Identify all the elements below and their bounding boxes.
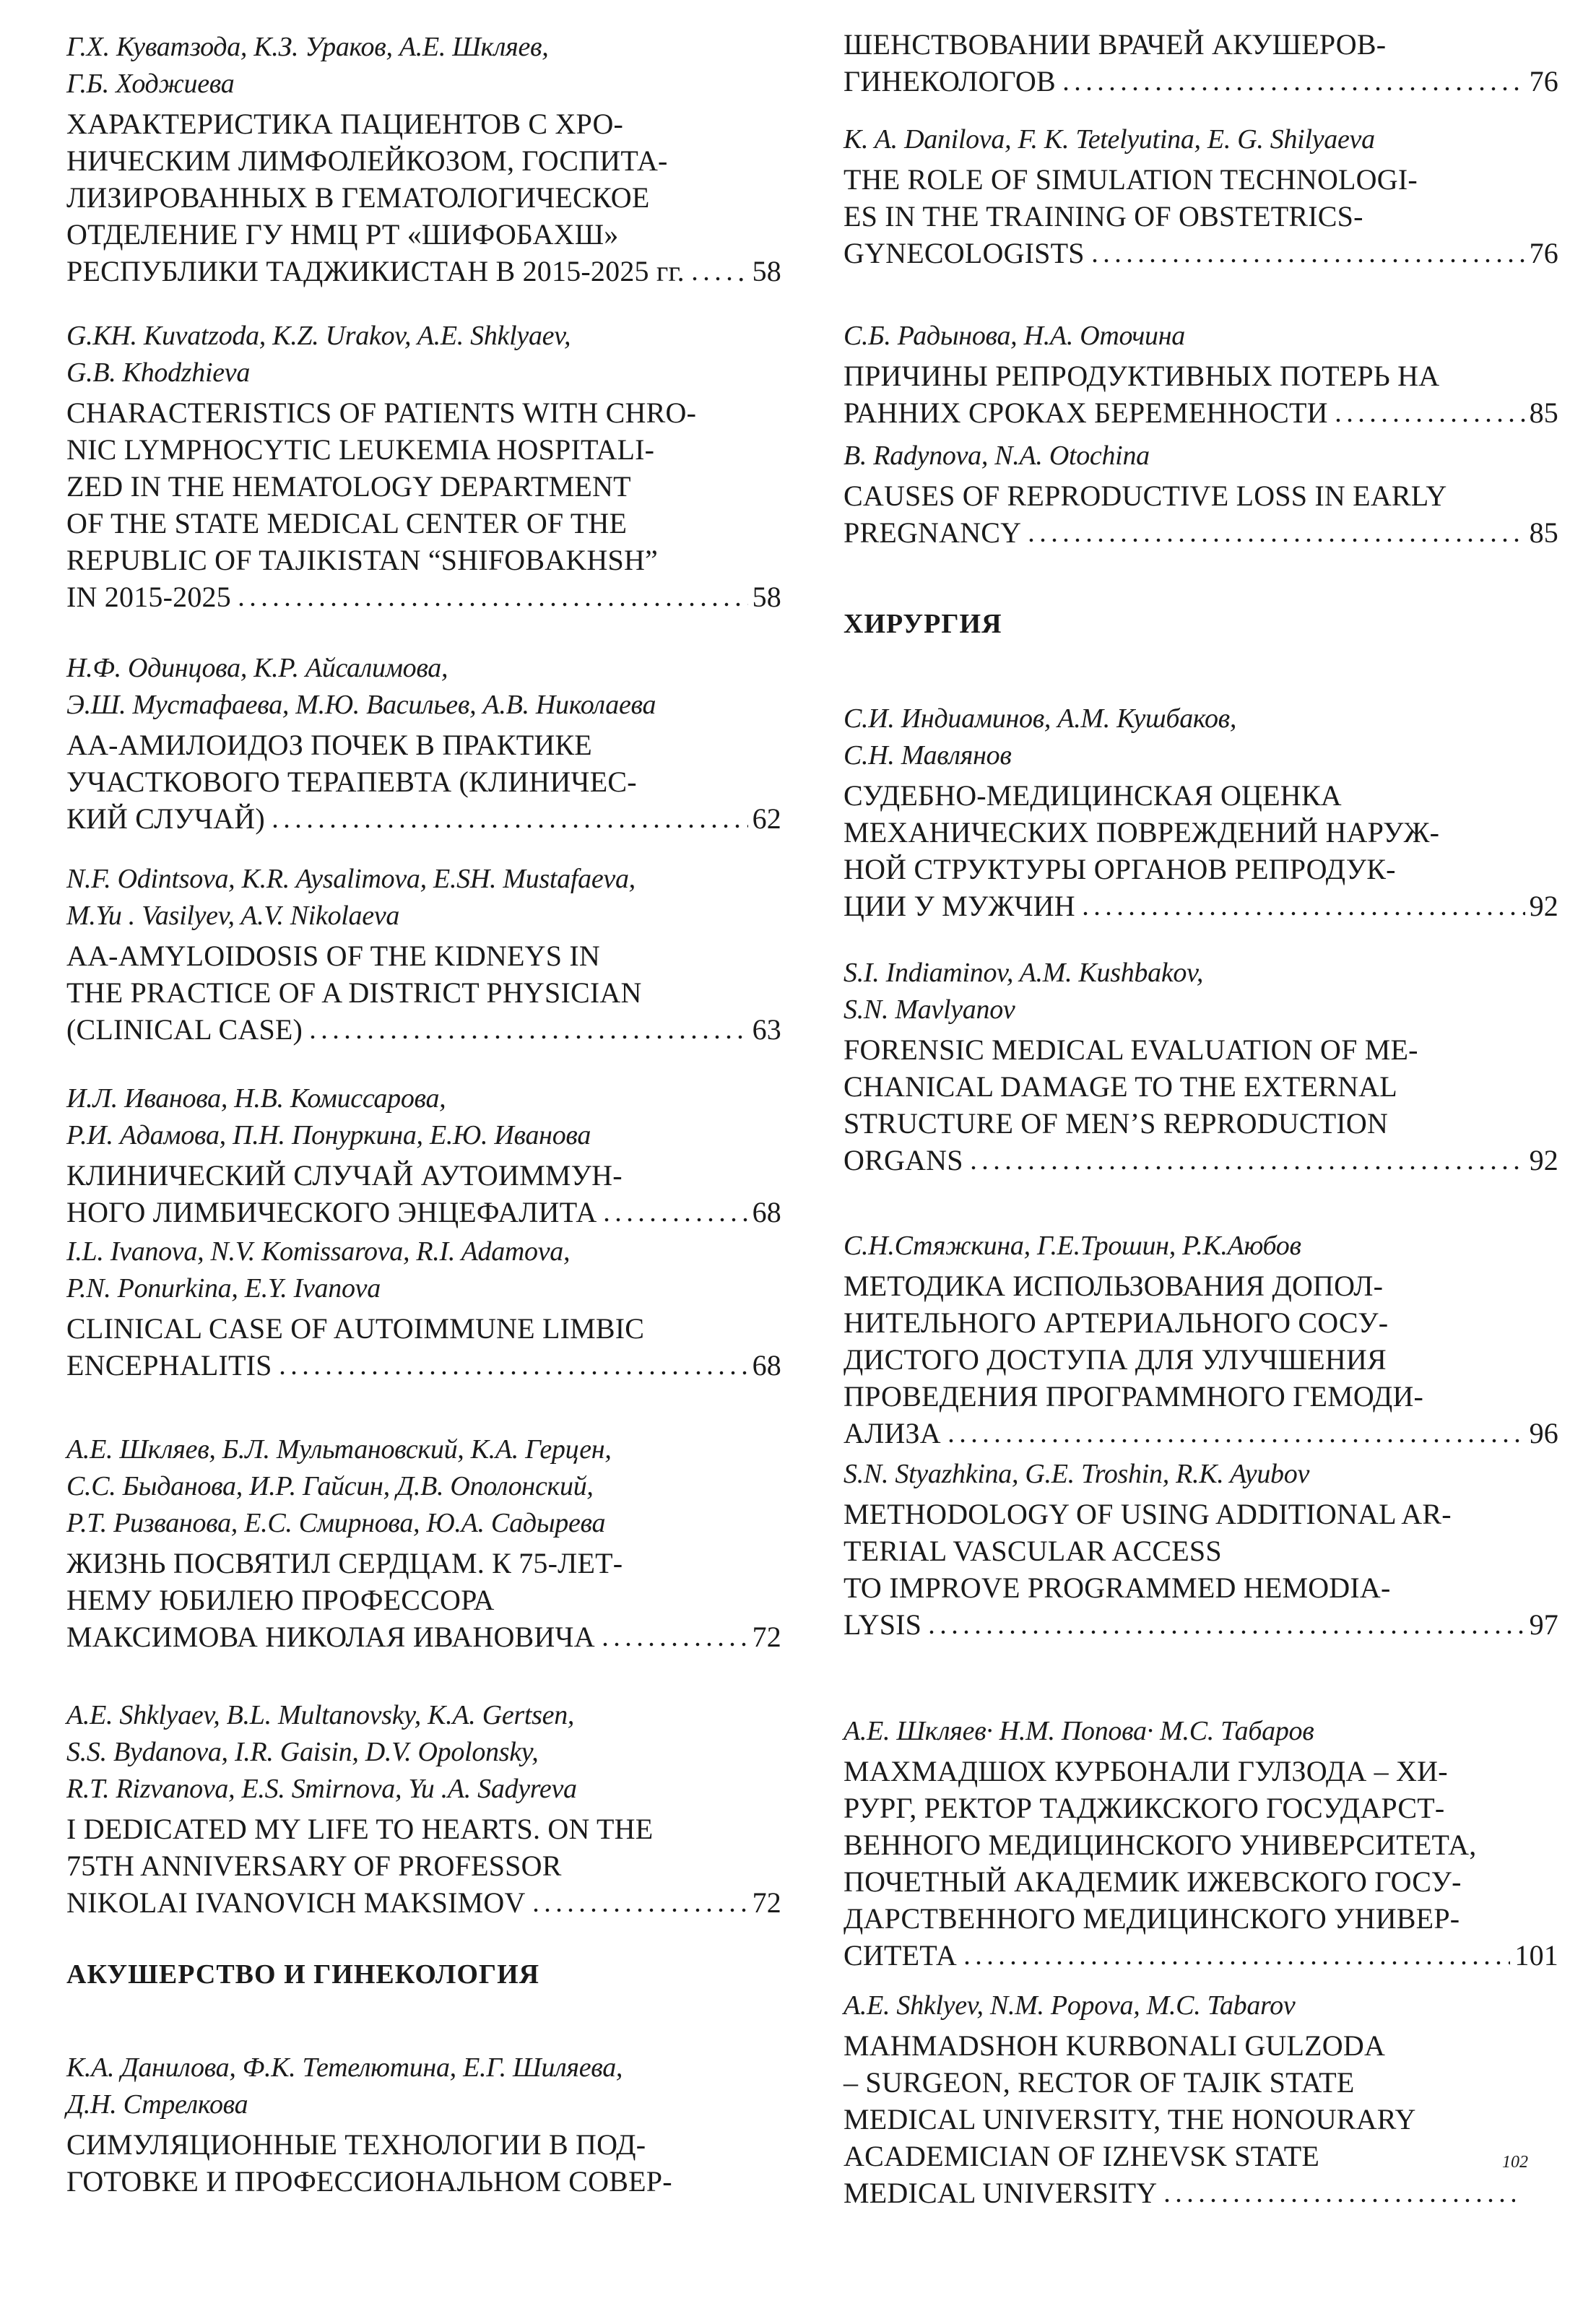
title-line-with-page: [843, 1937, 1558, 1974]
author-line: Э.Ш. Мустафаева, М.Ю. Васильев, А.В. Николаева: [66, 690, 656, 720]
entry-authors: [843, 1456, 1558, 1493]
title-line: TO IMPROVE PROGRAMMED HEMODIA-: [843, 1571, 1391, 1604]
title-line: AA-AMYLOIDOSIS OF THE KIDNEYS IN: [66, 940, 600, 972]
entry-authors: [66, 861, 781, 935]
title-text: МАКСИМОВА НИКОЛАЯ ИВАНОВИЧА: [66, 1621, 595, 1653]
entry-authors: [843, 1228, 1558, 1265]
page-ref: 76: [1529, 237, 1558, 269]
title-line: ПРОВЕДЕНИЯ ПРОГРАММНОГО ГЕМОДИ-: [843, 1380, 1424, 1413]
page-ref: 76: [1529, 65, 1558, 97]
title-line: THE ROLE OF SIMULATION TECHNOLOGI-: [843, 163, 1418, 196]
entry-authors: [66, 29, 781, 103]
entry-title: [843, 477, 1558, 551]
title-line: ЖИЗНЬ ПОСВЯТИЛ СЕРДЦАМ. К 75-ЛЕТ-: [66, 1547, 623, 1579]
title-line: МЕХАНИЧЕСКИХ ПОВРЕЖДЕНИЙ НАРУЖ-: [843, 816, 1440, 849]
title-text: GYNECOLOGISTS: [843, 237, 1085, 269]
entry-title: [66, 105, 781, 290]
page-ref: 92: [1529, 890, 1558, 922]
title-text: NIKOLAI IVANOVICH MAKSIMOV: [66, 1886, 526, 1919]
title-line: НОЙ СТРУКТУРЫ ОРГАНОВ РЕПРОДУК-: [843, 853, 1396, 885]
dot-leader: [926, 1630, 1525, 1634]
title-line: OF THE STATE MEDICAL CENTER OF THE: [66, 507, 628, 539]
entry-title: [843, 26, 1558, 100]
author-line: Н.Ф. Одинцова, К.Р. Айсалимова,: [66, 653, 448, 683]
entry-title: [66, 2126, 781, 2200]
entry-title: [843, 357, 1558, 431]
dot-leader: [1332, 418, 1525, 422]
title-line-with-page: [843, 514, 1558, 551]
author-line: S.N. Mavlyanov: [843, 994, 1015, 1025]
author-line: N.F. Odintsova, K.R. Aysalimova, E.SH. Mustafaeva,: [66, 864, 636, 894]
title-text: КИЙ СЛУЧАЙ): [66, 802, 265, 835]
author-line: А.Е. Шкляев· Н.М. Попова· М.С. Табаров: [843, 1716, 1314, 1746]
author-line: R.T. Rizvanova, E.S. Smirnova, Yu .A. Sadyreva: [66, 1774, 577, 1804]
author-line: A.E. Shklyev, N.M. Popova, M.C. Tabarov: [843, 1990, 1296, 2021]
entry-authors: [843, 438, 1558, 474]
author-line: S.I. Indiaminov, A.M. Kushbakov,: [843, 958, 1204, 988]
dot-leader: [601, 1218, 747, 1222]
entry-authors: [66, 650, 781, 724]
page-ref: 62: [752, 802, 781, 835]
toc-entry: [66, 1080, 781, 1231]
title-line: СУДЕБНО-МЕДИЦИНСКАЯ ОЦЕНКА: [843, 779, 1342, 812]
page-ref: 68: [752, 1196, 781, 1228]
dot-leader: [961, 1961, 1510, 1965]
dot-leader: [277, 1371, 748, 1375]
entry-title: [66, 937, 781, 1048]
title-text: (CLINICAL CASE): [66, 1013, 303, 1046]
author-line: G.KH. Kuvatzoda, K.Z. Urakov, A.E. Shklyaev,: [66, 321, 571, 351]
entry-authors: [66, 1697, 781, 1808]
title-line: ЛИЗИРОВАННЫХ В ГЕМАТОЛОГИЧЕСКОЕ: [66, 181, 650, 214]
toc-entry: [843, 23, 1558, 100]
section-heading-obstetrics: АКУШЕРСТВО И ГИНЕКОЛОГИЯ: [66, 1959, 540, 1990]
title-line-with-page: [843, 394, 1558, 431]
author-line: Г.Б. Ходжиева: [66, 69, 235, 99]
page-number: 102: [1502, 2153, 1528, 2172]
entry-authors: [843, 318, 1558, 355]
page-ref: 58: [752, 581, 781, 613]
toc-entry: [843, 1456, 1558, 1643]
dot-leader: [235, 602, 748, 607]
title-line: ГОТОВКЕ И ПРОФЕССИОНАЛЬНОМ СОВЕР-: [66, 2165, 672, 2198]
title-line: МАХМАДШОХ КУРБОНАЛИ ГУЛЗОДА – ХИ-: [843, 1755, 1448, 1787]
dot-leader: [530, 1908, 748, 1912]
title-line: ПОЧЕТНЫЙ АКАДЕМИК ИЖЕВСКОГО ГОСУ-: [843, 1865, 1462, 1898]
title-text: LYSIS: [843, 1608, 922, 1641]
title-line: ВЕННОГО МЕДИЦИНСКОГО УНИВЕРСИТЕТА,: [843, 1829, 1477, 1861]
entry-title: [66, 1811, 781, 1921]
toc-entry: [843, 955, 1558, 1179]
author-line: Г.Х. Куватзода, К.З. Ураков, А.Е. Шкляев,: [66, 32, 549, 62]
dot-leader: [1060, 87, 1525, 91]
title-line: THE PRACTICE OF A DISTRICT PHYSICIAN: [66, 976, 642, 1009]
title-line: REPUBLIC OF TAJIKISTAN “SHIFOBAKHSH”: [66, 544, 658, 576]
title-line: ПРИЧИНЫ РЕПРОДУКТИВНЫХ ПОТЕРЬ НА: [843, 360, 1440, 392]
title-text: НОГО ЛИМБИЧЕСКОГО ЭНЦЕФАЛИТА: [66, 1196, 597, 1228]
title-line: ХАРАКТЕРИСТИКА ПАЦИЕНТОВ С ХРО-: [66, 108, 624, 140]
entry-title: [843, 1753, 1558, 1974]
title-line: ОТДЕЛЕНИЕ ГУ НМЦ РТ «ШИФОБАХШ»: [66, 218, 619, 251]
page-ref: 101: [1514, 1939, 1558, 1972]
entry-title: [66, 1157, 781, 1231]
author-line: Р.Т. Ризванова, Е.С. Смирнова, Ю.А. Садырева: [66, 1508, 606, 1538]
page-ref: 97: [1529, 1608, 1558, 1641]
author-line: A.E. Shklyaev, B.L. Multanovsky, K.A. Gertsen,: [66, 1700, 575, 1730]
title-text: ORGANS: [843, 1144, 963, 1176]
title-line-with-page: [66, 253, 781, 290]
author-line: С.С. Быданова, И.Р. Гайсин, Д.В. Ополонский,: [66, 1471, 594, 1501]
entry-title: [843, 1031, 1558, 1179]
author-line: P.N. Ponurkina, E.Y. Ivanova: [66, 1273, 381, 1304]
title-line: УЧАСТКОВОГО ТЕРАПЕВТА (КЛИНИЧЕС-: [66, 766, 637, 798]
toc-entry: [843, 1713, 1558, 1974]
entry-title: [843, 777, 1558, 924]
title-line-with-page: [843, 63, 1558, 100]
entry-title: [66, 1545, 781, 1655]
page-ref: 72: [752, 1886, 781, 1919]
title-line: МЕТОДИКА ИСПОЛЬЗОВАНИЯ ДОПОЛ-: [843, 1270, 1384, 1302]
toc-entry: [66, 861, 781, 1048]
title-line-with-page: [843, 235, 1558, 272]
title-line: ДАРСТВЕННОГО МЕДИЦИНСКОГО УНИВЕР-: [843, 1902, 1460, 1935]
title-line: НЕМУ ЮБИЛЕЮ ПРОФЕССОРА: [66, 1584, 495, 1616]
title-line: FORENSIC MEDICAL EVALUATION OF ME-: [843, 1033, 1418, 1066]
title-line-with-page: [66, 1011, 781, 1048]
entry-title: [843, 2027, 1558, 2211]
title-line: 75TH ANNIVERSARY OF PROFESSOR: [66, 1850, 562, 1882]
page-ref: 96: [1529, 1417, 1558, 1449]
title-line: MAHMADSHOH KURBONALI GULZODA: [843, 2029, 1386, 2062]
page-ref: 63: [752, 1013, 781, 1046]
toc-entry: [66, 318, 781, 615]
title-line-with-page: [843, 1415, 1558, 1452]
toc-entry: [843, 1228, 1558, 1452]
title-text: РАННИХ СРОКАХ БЕРЕМЕННОСТИ: [843, 396, 1328, 429]
title-text: ЦИИ У МУЖЧИН: [843, 890, 1075, 922]
title-line: MEDICAL UNIVERSITY, THE HONOURARY: [843, 2103, 1416, 2136]
title-text: MEDICAL UNIVERSITY: [843, 2177, 1158, 2209]
dot-leader: [1161, 2198, 1515, 2203]
title-line: – SURGEON, RECTOR OF TAJIK STATE: [843, 2066, 1355, 2099]
entry-authors: [843, 955, 1558, 1028]
toc-entry: [66, 1431, 781, 1655]
title-line-with-page: [66, 578, 781, 615]
title-line: ДИСТОГО ДОСТУПА ДЛЯ УЛУЧШЕНИЯ: [843, 1343, 1387, 1376]
author-line: С.Н. Мавлянов: [843, 740, 1012, 771]
section-heading-surgery: ХИРУРГИЯ: [843, 609, 1002, 639]
author-line: M.Yu . Vasilyev, A.V. Nikolaeva: [66, 901, 400, 931]
title-line: NIC LYMPHOCYTIC LEUKEMIA HOSPITALI-: [66, 433, 655, 466]
title-line: TERIAL VASCULAR ACCESS: [843, 1535, 1222, 1567]
title-text: АЛИЗА: [843, 1417, 941, 1449]
title-text: СИТЕТА: [843, 1939, 957, 1972]
title-line-with-page: [843, 1606, 1558, 1643]
title-text: ENCEPHALITIS: [66, 1349, 272, 1382]
toc-entry: [843, 1987, 1558, 2211]
author-line: А.Е. Шкляев, Б.Л. Мультановский, К.А. Герцен,: [66, 1434, 612, 1465]
title-line: КЛИНИЧЕСКИЙ СЛУЧАЙ АУТОИММУН-: [66, 1159, 623, 1192]
title-line: ACADEMICIAN OF IZHEVSK STATE: [843, 2140, 1320, 2172]
author-line: S.S. Bydanova, I.R. Gaisin, D.V. Opolonsky,: [66, 1737, 539, 1767]
author-line: С.Н.Стяжкина, Г.Е.Трошин, Р.К.Аюбов: [843, 1231, 1301, 1261]
title-line: I DEDICATED MY LIFE TO HEARTS. ON THE: [66, 1813, 654, 1845]
entry-authors: [66, 1080, 781, 1154]
entry-authors: [843, 1713, 1558, 1750]
entry-authors: [66, 2050, 781, 2123]
title-line-with-page: [66, 1618, 781, 1655]
author-line: С.Б. Радынова, Н.А. Оточина: [843, 321, 1186, 351]
entry-title: [843, 1496, 1558, 1643]
author-line: S.N. Styazhkina, G.E. Troshin, R.K. Ayubov: [843, 1459, 1310, 1489]
author-line: K. A. Danilova, F. K. Tetelyutina, E. G. Shilyaeva: [843, 124, 1375, 155]
author-line: К.А. Данилова, Ф.К. Тетелютина, Е.Г. Шиляева,: [66, 2052, 623, 2083]
title-line: НИЧЕСКИМ ЛИМФОЛЕЙКОЗОМ, ГОСПИТА-: [66, 144, 668, 177]
page-ref: 68: [752, 1349, 781, 1382]
dot-leader: [1089, 259, 1525, 263]
dot-leader: [1080, 911, 1525, 916]
entry-title: [66, 1310, 781, 1384]
page-ref: 85: [1529, 396, 1558, 429]
dot-leader: [307, 1035, 748, 1039]
title-text: РЕСПУБЛИКИ ТАДЖИКИСТАН В 2015-2025 гг.: [66, 255, 685, 287]
page-ref: 92: [1529, 1144, 1558, 1176]
entry-authors: [66, 1431, 781, 1542]
toc-entry: [66, 1697, 781, 1921]
toc-entry: [66, 2050, 781, 2200]
title-line-with-page: [66, 1884, 781, 1921]
dot-leader: [689, 277, 733, 281]
entry-title: [843, 1267, 1558, 1452]
title-line: РУРГ, РЕКТОР ТАДЖИКСКОГО ГОСУДАРСТ-: [843, 1792, 1445, 1824]
title-line-with-page: [66, 1347, 781, 1384]
title-line: ES IN THE TRAINING OF OBSTETRICS-: [843, 200, 1363, 233]
entry-authors: [66, 1233, 781, 1307]
toc-entry: [66, 29, 781, 290]
title-line: STRUCTURE OF MEN’S REPRODUCTION: [843, 1107, 1389, 1140]
toc-entry: [843, 121, 1558, 272]
author-line: B. Radynova, N.A. Otochina: [843, 441, 1150, 471]
dot-leader: [599, 1642, 748, 1647]
title-line: СИМУЛЯЦИОННЫЕ ТЕХНОЛОГИИ В ПОД-: [66, 2128, 646, 2161]
author-line: I.L. Ivanova, N.V. Komissarova, R.I. Adamova,: [66, 1236, 571, 1267]
title-line-with-page: [843, 888, 1558, 924]
page-ref: 72: [752, 1621, 781, 1653]
title-line-with-page: [843, 2175, 1558, 2211]
title-line-with-page: [66, 800, 781, 837]
author-line: С.И. Индиаминов, А.М. Кушбаков,: [843, 703, 1237, 734]
title-line-with-page: [66, 1194, 781, 1231]
title-line: НИТЕЛЬНОГО АРТЕРИАЛЬНОГО СОСУ-: [843, 1306, 1389, 1339]
title-line-with-page: [843, 1142, 1558, 1179]
entry-authors: [843, 701, 1558, 774]
title-line: CHARACTERISTICS OF PATIENTS WITH CHRO-: [66, 396, 697, 429]
dot-leader: [968, 1166, 1525, 1170]
title-text: IN 2015-2025: [66, 581, 231, 613]
dot-leader: [1025, 538, 1525, 542]
title-line: АА-АМИЛОИДОЗ ПОЧЕК В ПРАКТИКЕ: [66, 729, 592, 761]
toc-entry: [66, 650, 781, 837]
title-text: PREGNANCY: [843, 516, 1022, 549]
author-line: Р.И. Адамова, П.Н. Понуркина, Е.Ю. Иванова: [66, 1120, 591, 1150]
toc-entry: [843, 318, 1558, 431]
dot-leader: [945, 1439, 1525, 1443]
author-line: Д.Н. Стрелкова: [66, 2089, 248, 2120]
entry-title: [66, 727, 781, 837]
entry-authors: [843, 1987, 1558, 2024]
author-line: И.Л. Иванова, Н.В. Комиссарова,: [66, 1083, 446, 1114]
title-line: ШЕНСТВОВАНИИ ВРАЧЕЙ АКУШЕРОВ-: [843, 28, 1387, 61]
entry-title: [843, 161, 1558, 272]
toc-entry: [843, 438, 1558, 551]
entry-title: [66, 394, 781, 615]
author-line: G.B. Khodzhieva: [66, 357, 251, 388]
entry-authors: [66, 318, 781, 391]
title-text: ГИНЕКОЛОГОВ: [843, 65, 1056, 97]
page-ref: . 58: [737, 255, 781, 287]
page-ref: 85: [1529, 516, 1558, 549]
toc-entry: [66, 1233, 781, 1384]
title-line: METHODOLOGY OF USING ADDITIONAL AR-: [843, 1498, 1452, 1530]
title-line: CHANICAL DAMAGE TO THE EXTERNAL: [843, 1070, 1397, 1103]
title-line: CAUSES OF REPRODUCTIVE LOSS IN EARLY: [843, 480, 1447, 512]
entry-authors: [843, 121, 1558, 158]
title-line: CLINICAL CASE OF AUTOIMMUNE LIMBIC: [66, 1312, 645, 1345]
dot-leader: [269, 824, 748, 828]
title-line: ZED IN THE HEMATOLOGY DEPARTMENT: [66, 470, 631, 503]
toc-entry: [843, 701, 1558, 924]
